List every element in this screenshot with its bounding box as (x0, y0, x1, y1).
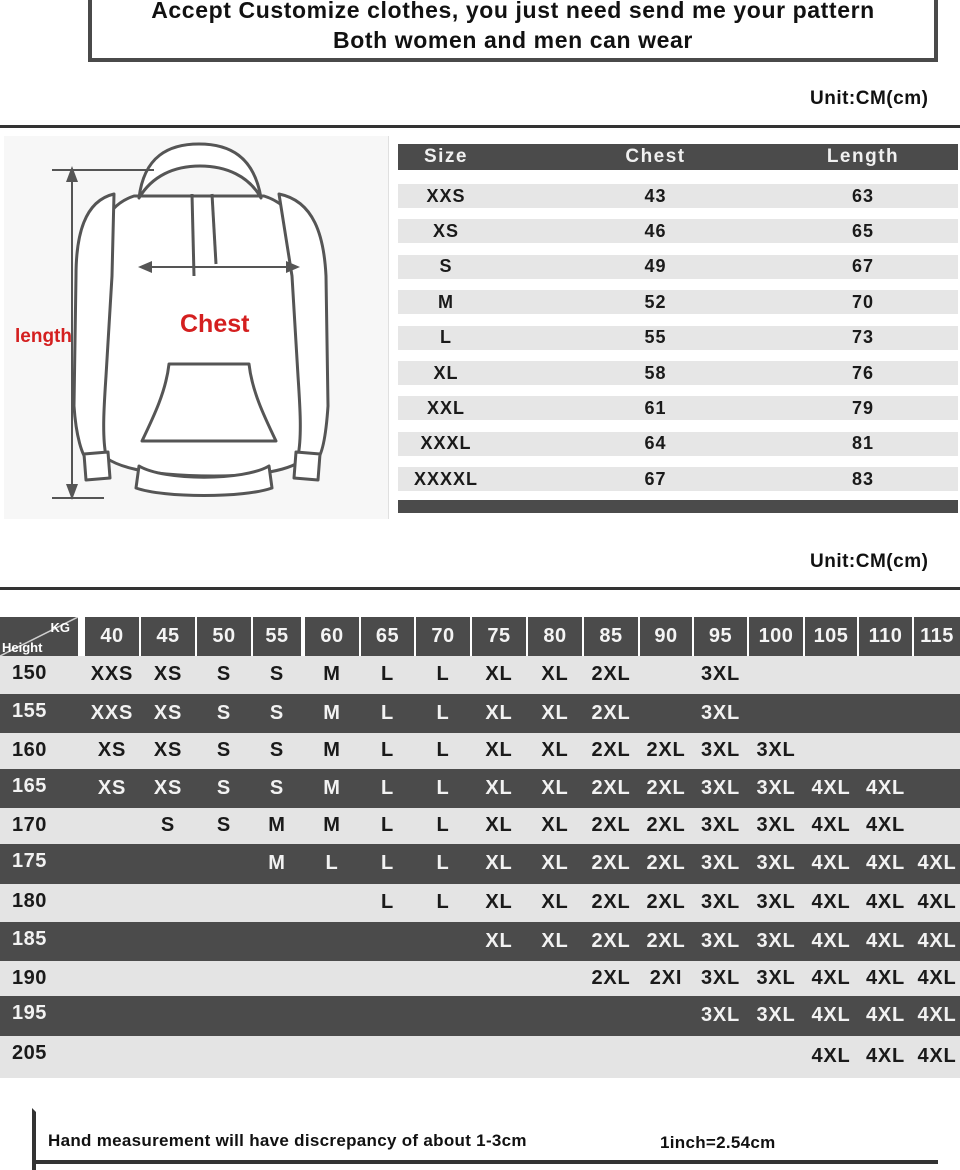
divider-top (0, 125, 960, 128)
size-cell-size: S (439, 256, 453, 277)
size-recommendation: M (323, 777, 341, 799)
size-cell-length: 67 (851, 256, 875, 277)
size-recommendation: L (380, 852, 395, 874)
corner-height-label: Height (2, 640, 43, 655)
size-recommendation: XL (485, 663, 513, 685)
size-recommendation: L (436, 739, 450, 761)
size-table-footer (398, 500, 958, 513)
hw-table-row (0, 769, 960, 808)
size-recommendation: 4XL (865, 891, 906, 913)
size-recommendation: XS (153, 777, 183, 799)
size-recommendation: 2XL (646, 739, 686, 761)
size-recommendation: XS (153, 702, 183, 724)
size-recommendation: 2XL (646, 891, 686, 913)
row-height-label: 185 (12, 928, 47, 950)
size-recommendation: M (268, 852, 286, 874)
header-line-1: Accept Customize clothes, you just need send me your pattern (151, 0, 875, 23)
size-recommendation: 4XL (865, 967, 906, 989)
size-recommendation: M (323, 663, 341, 685)
size-recommendation: 4XL (865, 852, 906, 874)
header-banner (88, 0, 938, 62)
size-cell-chest: 58 (644, 362, 667, 383)
size-recommendation: S (216, 814, 232, 836)
size-recommendation: 3XL (700, 967, 741, 989)
chest-label: Chest (180, 310, 250, 338)
size-recommendation: 3XL (756, 891, 796, 913)
size-recommendation: 4XL (917, 930, 957, 952)
size-recommendation: 3XL (700, 663, 741, 685)
hw-table-row (0, 694, 960, 733)
size-recommendation: 2XI (649, 967, 683, 989)
weight-header-cell: 100 (749, 617, 803, 656)
size-recommendation: S (216, 663, 232, 685)
weight-header-cell: 70 (416, 617, 470, 656)
size-recommendation: 3XL (700, 777, 741, 799)
hw-table-row (0, 808, 960, 844)
size-recommendation: 4XL (811, 891, 851, 913)
size-recommendation: XL (541, 663, 569, 685)
size-recommendation: 4XL (917, 852, 957, 874)
size-recommendation: L (436, 814, 450, 836)
size-recommendation: M (323, 814, 341, 836)
size-recommendation: S (269, 663, 285, 685)
size-recommendation: XS (153, 663, 183, 685)
size-recommendation: 4XL (917, 1004, 957, 1026)
size-cell-chest: 49 (644, 256, 667, 277)
size-recommendation: 2XL (646, 852, 686, 874)
size-recommendation: 3XL (756, 1004, 796, 1026)
size-row (398, 184, 958, 208)
row-height-label: 170 (12, 814, 47, 836)
row-height-label: 190 (12, 967, 47, 989)
hw-table-row (0, 884, 960, 922)
size-recommendation: 2XL (591, 814, 631, 836)
size-recommendation: S (269, 702, 285, 724)
size-cell-size: XXL (426, 397, 465, 418)
size-recommendation: 3XL (700, 930, 741, 952)
size-cell-size: L (440, 327, 452, 348)
size-recommendation: XL (485, 891, 513, 913)
size-row (398, 219, 958, 243)
size-cell-chest: 55 (644, 327, 667, 348)
weight-header-cell: 65 (361, 617, 414, 656)
size-recommendation: XL (541, 930, 569, 952)
hw-table-row (0, 961, 960, 996)
size-cell-size: XS (432, 220, 459, 241)
size-recommendation: 2XL (591, 930, 631, 952)
hw-table-row (0, 996, 960, 1036)
size-row (398, 396, 958, 420)
size-recommendation: 2XL (591, 852, 631, 874)
size-recommendation: L (436, 777, 450, 799)
size-recommendation: 3XL (700, 852, 741, 874)
size-recommendation: 3XL (756, 967, 796, 989)
size-recommendation: 2XL (646, 777, 686, 799)
size-recommendation: 4XL (811, 1045, 851, 1067)
corner-kg-label: KG (50, 620, 70, 635)
size-recommendation: M (268, 814, 286, 836)
size-recommendation: XL (541, 852, 569, 874)
hw-table-row (0, 922, 960, 961)
size-cell-chest: 43 (644, 185, 667, 206)
weight-header-cell: 95 (694, 617, 747, 656)
size-recommendation: 4XL (917, 1045, 957, 1067)
size-recommendation: XL (541, 777, 569, 799)
weight-header-cell: 55 (253, 617, 301, 656)
weight-header-cell: 105 (805, 617, 857, 656)
header-line-2: Both women and men can wear (333, 27, 693, 53)
hoodie-diagram (4, 136, 389, 519)
size-recommendation: XL (485, 852, 513, 874)
size-cell-chest: 61 (644, 397, 667, 418)
size-row (398, 361, 958, 385)
size-recommendation: 3XL (756, 777, 796, 799)
size-recommendation: M (323, 739, 341, 761)
row-height-label: 180 (12, 890, 47, 912)
size-recommendation: XL (485, 739, 513, 761)
size-recommendation: S (216, 777, 232, 799)
size-cell-length: 70 (851, 291, 875, 312)
unit-label-bottom: Unit:CM(cm) (810, 551, 929, 572)
size-row (398, 290, 958, 314)
size-recommendation: 4XL (917, 967, 957, 989)
size-recommendation: 2XL (646, 930, 686, 952)
hw-table-row (0, 733, 960, 769)
footer-conversion: 1inch=2.54cm (660, 1133, 776, 1152)
size-recommendation: 3XL (700, 702, 741, 724)
size-recommendation: XL (541, 739, 569, 761)
weight-header-cell: 40 (85, 617, 139, 656)
size-recommendation: 3XL (756, 852, 796, 874)
size-recommendation: L (380, 663, 395, 685)
size-recommendation: S (269, 739, 285, 761)
header-size: Size (423, 146, 469, 167)
size-recommendation: XL (485, 777, 513, 799)
size-cell-length: 65 (851, 220, 875, 241)
size-recommendation: 2XL (646, 814, 686, 836)
size-cell-size: XL (433, 362, 459, 383)
size-cell-length: 79 (851, 397, 875, 418)
size-cell-size: XXXL (420, 433, 472, 454)
size-recommendation: S (216, 739, 232, 761)
size-cell-chest: 52 (644, 291, 667, 312)
length-label: length (15, 326, 72, 347)
size-recommendation: 2XL (591, 967, 631, 989)
size-recommendation: L (380, 891, 395, 913)
size-recommendation: 3XL (700, 891, 741, 913)
size-recommendation: 4XL (865, 1004, 906, 1026)
size-recommendation: XL (541, 891, 569, 913)
size-recommendation: 3XL (756, 930, 796, 952)
size-recommendation: 4XL (811, 930, 851, 952)
size-cell-size: M (438, 291, 454, 312)
size-recommendation: 4XL (865, 814, 906, 836)
row-height-label: 165 (12, 775, 47, 797)
header-chest: Chest (625, 146, 686, 167)
size-recommendation: 4XL (811, 777, 851, 799)
size-row (398, 432, 958, 456)
size-recommendation: XS (97, 777, 127, 799)
size-recommendation: 4XL (811, 814, 851, 836)
size-recommendation: L (380, 702, 395, 724)
weight-header-cell: 60 (305, 617, 359, 656)
size-recommendation: 2XL (591, 702, 631, 724)
unit-label-top: Unit:CM(cm) (810, 88, 929, 109)
size-recommendation: L (380, 777, 395, 799)
size-recommendation: L (380, 739, 395, 761)
row-height-label: 150 (12, 662, 47, 684)
size-recommendation: 2XL (591, 739, 631, 761)
size-row (398, 467, 958, 491)
size-recommendation: 3XL (700, 1004, 741, 1026)
size-recommendation: XL (485, 702, 513, 724)
size-row (398, 255, 958, 279)
size-cell-size: XXXXL (413, 468, 479, 489)
size-recommendation: 4XL (917, 891, 957, 913)
row-height-label: 175 (12, 850, 47, 872)
size-row (398, 326, 958, 350)
hw-table-row (0, 1036, 960, 1078)
size-recommendation: 4XL (811, 852, 851, 874)
size-recommendation: XS (97, 739, 127, 761)
size-cell-length: 81 (851, 433, 875, 454)
size-recommendation: 3XL (700, 814, 741, 836)
size-cell-chest: 46 (644, 220, 667, 241)
size-recommendation: S (216, 702, 232, 724)
size-recommendation: L (380, 814, 395, 836)
footer-note: Hand measurement will have discrepancy of about 1-3cm (48, 1131, 527, 1150)
weight-header-cell: 85 (584, 617, 638, 656)
row-height-label: 155 (12, 700, 47, 722)
size-recommendation: XXS (90, 702, 134, 724)
size-cell-length: 83 (851, 468, 875, 489)
size-cell-chest: 67 (644, 468, 667, 489)
size-recommendation: XL (485, 930, 513, 952)
weight-header-cell: 80 (528, 617, 582, 656)
size-recommendation: 4XL (865, 777, 906, 799)
size-recommendation: 2XL (591, 663, 631, 685)
size-recommendation: S (269, 777, 285, 799)
size-recommendation: 2XL (591, 777, 631, 799)
size-recommendation: 4XL (865, 930, 906, 952)
size-recommendation: L (436, 663, 450, 685)
size-cell-size: XXS (426, 185, 466, 206)
size-recommendation: S (160, 814, 176, 836)
row-height-label: 160 (12, 739, 47, 761)
size-recommendation: L (436, 702, 450, 724)
size-recommendation: 4XL (811, 1004, 851, 1026)
size-recommendation: 2XL (591, 891, 631, 913)
size-recommendation: XXS (90, 663, 134, 685)
header-length: Length (826, 146, 900, 167)
size-recommendation: 3XL (756, 814, 796, 836)
size-recommendation: M (323, 702, 341, 724)
size-recommendation: L (436, 891, 450, 913)
size-table-header (398, 144, 958, 170)
size-recommendation: XL (541, 814, 569, 836)
hw-table-corner (0, 617, 78, 656)
weight-header-cell: 115 (914, 617, 960, 656)
size-recommendation: 3XL (756, 739, 796, 761)
size-recommendation: L (436, 852, 450, 874)
divider-middle (0, 587, 960, 590)
size-recommendation: XL (485, 814, 513, 836)
footer-underline (32, 1160, 938, 1164)
size-recommendation: 3XL (700, 739, 741, 761)
size-cell-length: 73 (851, 327, 875, 348)
weight-header-cell: 110 (859, 617, 912, 656)
row-height-label: 195 (12, 1002, 47, 1024)
weight-header-cell: 75 (472, 617, 526, 656)
weight-header-cell: 90 (640, 617, 692, 656)
size-cell-length: 76 (851, 362, 875, 383)
hw-table-row (0, 844, 960, 884)
weight-header-cell: 50 (197, 617, 251, 656)
row-height-label: 205 (12, 1042, 47, 1064)
size-recommendation: XL (541, 702, 569, 724)
size-recommendation: 4XL (865, 1045, 906, 1067)
size-cell-chest: 64 (644, 433, 667, 454)
size-recommendation: L (325, 852, 339, 874)
size-recommendation: 4XL (811, 967, 851, 989)
size-recommendation: XS (153, 739, 183, 761)
hw-table-row (0, 656, 960, 694)
weight-header-cell: 45 (141, 617, 195, 656)
size-cell-length: 63 (851, 185, 875, 206)
